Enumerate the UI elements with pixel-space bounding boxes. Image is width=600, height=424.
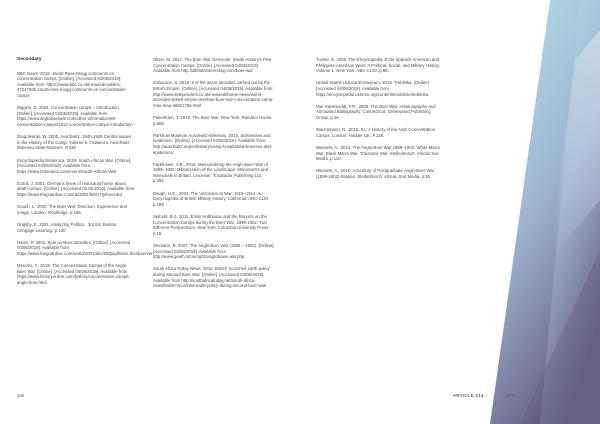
reference-entry: Ezard, J. 2001. Germans knew of Holocaust horror about death camps. [Online]. [Accessed 04.06.2019]. Available from https://www.theguardian.com/uk/2001/feb/17/johnezard xyxy=(17,180,135,198)
reference-entry: Grigsby, E. 2004. Analyzing Politics . 3rd Ed. Boston: Cengage Learning. p.130. xyxy=(17,222,118,233)
reference-entry: Raugh, H.E., 2004. The Victorians at War, 1815–1914: An Encyclopedia of British Military History. California: ABC-CLIO. p.166. xyxy=(153,190,270,207)
reference-entry: Harris, P. 2001. Spin on Boer atrocities. [Online]. [Accessed 04/06/2019]. Available from https://www.theguardian.com/world/2001/dec/09/paulharris.theobserver xyxy=(17,239,153,256)
left-page-number: 106 xyxy=(17,393,24,398)
reference-entry: Parkhow Museum Auschwitz-Birkenau. 2018. Sicknesses and epidemics. [Online]. [Accessed 04/06/2019]. Available from: http://auschwitz.org/en/history/camp-hospitals/sicknesses-and-epidemics/ xyxy=(153,132,273,155)
reference-entry: South Africa Today News. 2015. British 'scorched earth policy' during Second Boer War. [Online]. [Accessed 04/06/2019]. Available from http://southafricatoday.net/south-africa-news/british-scorched-earth-policy-during-second-boer-war/ xyxy=(153,266,271,289)
gradient-panel xyxy=(430,0,600,424)
reference-entry: United States Holocaust Museum. 2019. Treblinka. [Online]. [Accessed 04/06/2019]. Available from https://encyclopedia.ushmm.org/content/en/article/treblinka xyxy=(316,80,430,97)
reference-entry: Van Hartesveldt, F.R., 2000. The Boer War: Historiography and Annotated Bibliography. Connecticut: Greenwood Publishing Group. p.16 xyxy=(316,103,436,120)
reference-entry: Wessels, A., 2010. The Anglo-Boer War 1889–1902: White Man's War, Black Man's War, Traumatic War. Stellenbosch: African Sun Media. p.110. xyxy=(316,144,440,162)
reference-entry: BBC News, 2019. Jacob Rees-Mogg comments on concentration camps. [Online]. [Accessed 04/06/2019]. Available from: https://www.bbc.co.uk/news/uk-politics-47247835 Jacob-rees-mogg-comments-on-concentration-camps xyxy=(17,70,127,98)
references-column-1 xyxy=(17,57,153,292)
reference-entry: Drugoleanki, W. 2005. Auschwitz: 1940-1945 Central Issues in the History of the Camp. Volume 5. Oswiecim: Auschwitz-Birkenau State Museum. P.230 xyxy=(17,134,132,151)
article-label: ARTICLE 014 xyxy=(453,393,484,398)
reference-entry: Pakenham, T. 1979. The Boer War. New York: Random House. p.505. xyxy=(153,114,273,126)
reference-entry: Wessels, A., 2010. A Century of Postgraduate Anglo-Boer War (1899-1902) Studies. Stellenbosch: African Sun Media. p.36. xyxy=(316,168,435,179)
reference-entry: Mendes, C. 2019. The Concentration Camps of the Anglo-Boer War. [Online]. [Accessed 04/06/2019]. Available from https://www.historyonline.com/history/concentration-camps-anglo-boer.html xyxy=(17,263,130,285)
references-column-2 xyxy=(153,57,275,295)
reference-entry: Parkhouse, V.B., 2015. Memorializing the Anglo-Boer War of 1899–1902: Militarization of the Landscape: Monuments and Memorials in Britain. Leicester: Troubador Publishing Ltd. p.392. xyxy=(153,161,269,184)
reference-entry: Seibold, B.S. 2011. Emily Hobhouse and the Reports on the Concentration Camps during the Boer War, 1899-1902: Two Different Perspectives. New York: Columbia University Press. p.15. xyxy=(153,214,270,236)
reference-entry: Encyclopædia Britannica. 2019. South African War. [Online]. [Accessed 04/06/2019]. Available from: https://www.britannica.com/event/South-African-War xyxy=(17,157,132,174)
reference-entry: Biggins, D. 2004. Concentration camps – Introduction. [Online]. [Accessed 04/06/2019]. Available from https://www.angloboerwar.com/other-information/88-concentration-camps/1812-concentration-camps-introduction xyxy=(17,105,133,127)
reference-entry: Oliver, M. 2017. The Boer War Genocide: Inside History's First Concentration Camps. [Online]. [Accessed 04/06/2019]. Available from http://allthatsinteresting.com/boer-war xyxy=(153,57,272,74)
reference-entry: Tucker, S. 2009. The Encyclopedia of the Spanish-American and Philippine-American Wars: A Political, Social, and Military History, Volume 1. New York: ABC-CLIO. p.88. xyxy=(316,57,440,74)
reference-entry: Wachsmann, N., 2015. KL: A History of the Nazi Concentration Camps. London: Hodder UK. P.128. xyxy=(316,127,436,138)
references-column-3 xyxy=(316,57,442,186)
reference-entry: Osbourne, S. 2016. 5 of the worst atrocities carried out by the British Empire. [Online]. [Accessed 04/06/2019]. Available from: http://www.independent.co.uk/news/uk/home-news/worst-atrocities-british-empire-amritsar-boer-war-concentration-camp-mau-mau-a6821756.html xyxy=(153,80,274,108)
right-page-footer xyxy=(453,393,514,398)
right-page-number: 107 xyxy=(505,393,514,398)
section-heading: Secondary xyxy=(17,57,42,62)
reference-list xyxy=(153,57,275,289)
reference-list xyxy=(316,57,442,179)
reference-list xyxy=(17,70,153,286)
reference-entry: Gooch, L. 2000. The Boer War: Direction, Experience and Image. London: Routledge. p.166. xyxy=(17,204,127,215)
reference-entry: Smmann, B. 2007. The Anglo Boer War (1899 – 1902). [Online]. [Accessed 04/06/2019]. Available from http://www.geeth.info/eng01/anglobowe war.php xyxy=(153,243,275,260)
